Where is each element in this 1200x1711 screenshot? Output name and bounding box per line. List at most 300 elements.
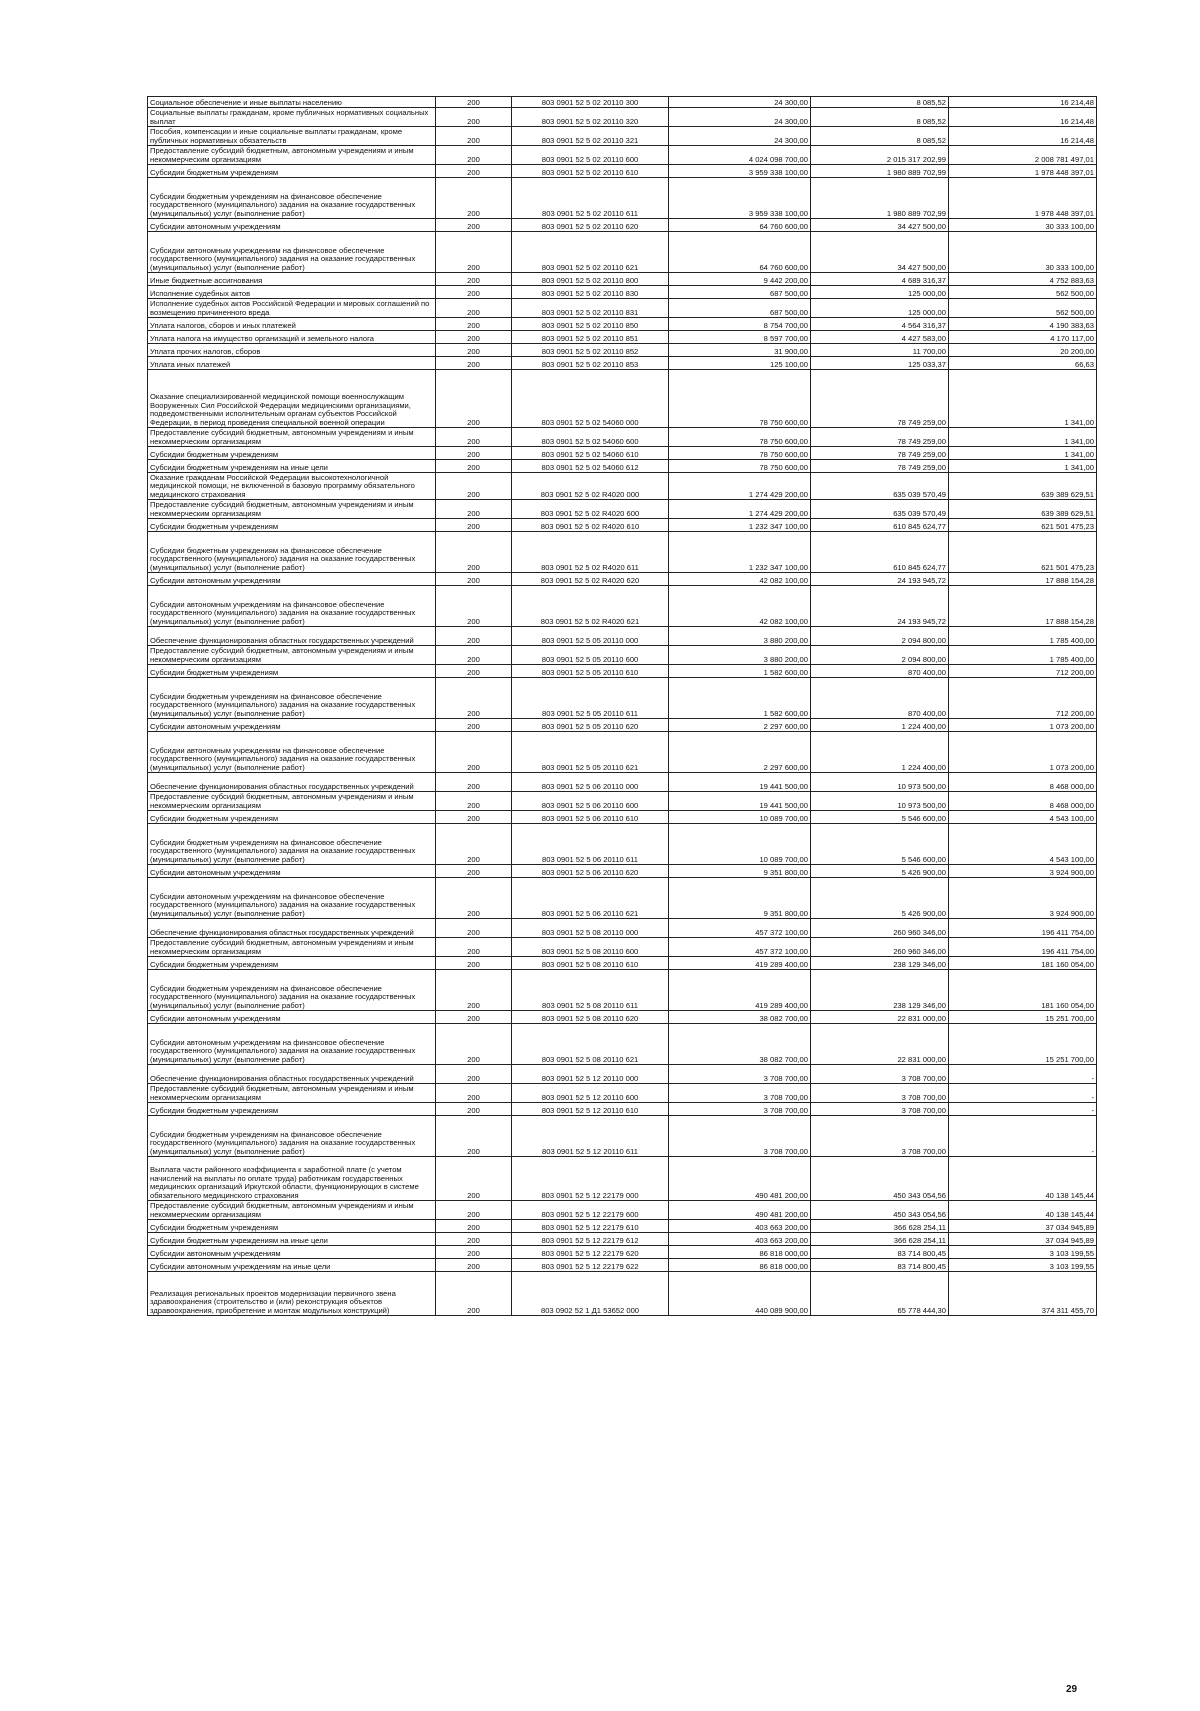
cell-rest: 4 190 383,63: [949, 318, 1097, 331]
cell-plan: 19 441 500,00: [669, 773, 811, 792]
cell-exec: 78 749 259,00: [811, 447, 949, 460]
cell-plan: 24 300,00: [669, 97, 811, 108]
table-row: [148, 447, 1097, 460]
cell-rest: 181 160 054,00: [949, 970, 1097, 1011]
cell-plan: 3 959 338 100,00: [669, 165, 811, 178]
cell-rest: 15 251 700,00: [949, 1011, 1097, 1024]
cell-name: Обеспечение функционирования областных государственных учреждений: [148, 627, 436, 646]
cell-code: 200: [436, 97, 512, 108]
table-row: [148, 865, 1097, 878]
cell-kbk: 803 0901 52 5 02 R4020 621: [512, 586, 669, 627]
cell-plan: 3 708 700,00: [669, 1116, 811, 1157]
cell-rest: 639 389 629,51: [949, 500, 1097, 519]
table-row: [148, 532, 1097, 573]
cell-plan: 86 818 000,00: [669, 1246, 811, 1259]
cell-name: Субсидии бюджетным учреждениям: [148, 957, 436, 970]
cell-rest: 4 543 100,00: [949, 811, 1097, 824]
cell-kbk: 803 0901 52 5 02 R4020 611: [512, 532, 669, 573]
cell-exec: 260 960 346,00: [811, 919, 949, 938]
cell-exec: 78 749 259,00: [811, 370, 949, 428]
cell-rest: 562 500,00: [949, 286, 1097, 299]
cell-rest: 1 073 200,00: [949, 719, 1097, 732]
cell-code: 200: [436, 919, 512, 938]
cell-kbk: 803 0901 52 5 06 20110 611: [512, 824, 669, 865]
cell-exec: 450 343 054,56: [811, 1201, 949, 1220]
cell-name: Субсидии бюджетным учреждениям на финансовое обеспечение государственного (муниципального) задания на оказание государственных (муниципальных) услуг (выполнение работ): [148, 178, 436, 219]
table-row: [148, 665, 1097, 678]
cell-exec: 65 778 444,30: [811, 1272, 949, 1316]
cell-plan: 3 880 200,00: [669, 646, 811, 665]
cell-kbk: 803 0901 52 5 02 20110 830: [512, 286, 669, 299]
cell-name: Уплата налога на имущество организаций и земельного налога: [148, 331, 436, 344]
cell-plan: 2 297 600,00: [669, 719, 811, 732]
cell-kbk: 803 0901 52 5 08 20110 620: [512, 1011, 669, 1024]
table-row: [148, 1011, 1097, 1024]
cell-code: 200: [436, 178, 512, 219]
table-row: [148, 299, 1097, 318]
cell-name: Предоставление субсидий бюджетным, автономным учреждениям и иным некоммерческим организациям: [148, 500, 436, 519]
cell-rest: 1 978 448 397,01: [949, 165, 1097, 178]
cell-name: Социальное обеспечение и иные выплаты населению: [148, 97, 436, 108]
table-row: [148, 824, 1097, 865]
cell-code: 200: [436, 127, 512, 146]
cell-rest: 15 251 700,00: [949, 1024, 1097, 1065]
table-row: [148, 732, 1097, 773]
table-row: [148, 108, 1097, 127]
table-row: [148, 219, 1097, 232]
cell-code: 200: [436, 627, 512, 646]
cell-name: Иные бюджетные ассигнования: [148, 273, 436, 286]
cell-exec: 3 708 700,00: [811, 1116, 949, 1157]
cell-code: 200: [436, 500, 512, 519]
cell-kbk: 803 0901 52 5 05 20110 621: [512, 732, 669, 773]
cell-kbk: 803 0901 52 5 12 22179 000: [512, 1157, 669, 1201]
cell-name: Субсидии бюджетным учреждениям: [148, 519, 436, 532]
table-row: [148, 232, 1097, 273]
cell-exec: 1 224 400,00: [811, 719, 949, 732]
table-row: [148, 318, 1097, 331]
cell-kbk: 803 0901 52 5 05 20110 600: [512, 646, 669, 665]
cell-plan: 19 441 500,00: [669, 792, 811, 811]
cell-rest: -: [949, 1065, 1097, 1084]
budget-table-sheet: [147, 96, 1096, 1316]
cell-exec: 2 094 800,00: [811, 627, 949, 646]
cell-rest: 1 785 400,00: [949, 646, 1097, 665]
cell-kbk: 803 0901 52 5 02 20110 850: [512, 318, 669, 331]
cell-kbk: 803 0901 52 5 02 54060 000: [512, 370, 669, 428]
cell-code: 200: [436, 811, 512, 824]
cell-kbk: 803 0901 52 5 08 20110 621: [512, 1024, 669, 1065]
table-row: [148, 286, 1097, 299]
cell-plan: 86 818 000,00: [669, 1259, 811, 1272]
cell-kbk: 803 0901 52 5 08 20110 611: [512, 970, 669, 1011]
table-row: [148, 178, 1097, 219]
cell-code: 200: [436, 970, 512, 1011]
cell-exec: 1 980 889 702,99: [811, 165, 949, 178]
cell-rest: 621 501 475,23: [949, 519, 1097, 532]
cell-plan: 490 481 200,00: [669, 1157, 811, 1201]
cell-kbk: 803 0901 52 5 02 54060 612: [512, 460, 669, 473]
cell-plan: 457 372 100,00: [669, 938, 811, 957]
table-row: [148, 473, 1097, 500]
cell-plan: 403 663 200,00: [669, 1220, 811, 1233]
cell-code: 200: [436, 1084, 512, 1103]
cell-kbk: 803 0901 52 5 12 22179 612: [512, 1233, 669, 1246]
cell-code: 200: [436, 1272, 512, 1316]
cell-plan: 419 289 400,00: [669, 957, 811, 970]
table-row: [148, 1116, 1097, 1157]
cell-exec: 238 129 346,00: [811, 957, 949, 970]
cell-plan: 1 582 600,00: [669, 678, 811, 719]
table-row: [148, 1201, 1097, 1220]
cell-code: 200: [436, 773, 512, 792]
page-number: 29: [1066, 1684, 1078, 1695]
cell-rest: 8 468 000,00: [949, 792, 1097, 811]
cell-kbk: 803 0901 52 5 02 20110 611: [512, 178, 669, 219]
cell-code: 200: [436, 1220, 512, 1233]
cell-kbk: 803 0901 52 5 05 20110 611: [512, 678, 669, 719]
cell-name: Субсидии бюджетным учреждениям на финансовое обеспечение государственного (муниципального) задания на оказание государственных (муниципальных) услуг (выполнение работ): [148, 824, 436, 865]
cell-exec: 5 546 600,00: [811, 811, 949, 824]
cell-name: Субсидии бюджетным учреждениям: [148, 1220, 436, 1233]
cell-plan: 78 750 600,00: [669, 428, 811, 447]
cell-exec: 78 749 259,00: [811, 428, 949, 447]
cell-exec: 2 094 800,00: [811, 646, 949, 665]
cell-code: 200: [436, 286, 512, 299]
cell-code: 200: [436, 108, 512, 127]
cell-code: 200: [436, 1259, 512, 1272]
cell-code: 200: [436, 219, 512, 232]
cell-exec: 8 085,52: [811, 97, 949, 108]
cell-plan: 38 082 700,00: [669, 1011, 811, 1024]
cell-name: Обеспечение функционирования областных государственных учреждений: [148, 919, 436, 938]
cell-kbk: 803 0901 52 5 12 20110 611: [512, 1116, 669, 1157]
cell-kbk: 803 0901 52 5 02 20110 600: [512, 146, 669, 165]
cell-plan: 3 708 700,00: [669, 1103, 811, 1116]
cell-kbk: 803 0901 52 5 02 R4020 610: [512, 519, 669, 532]
cell-kbk: 803 0901 52 5 06 20110 621: [512, 878, 669, 919]
cell-name: Исполнение судебных актов: [148, 286, 436, 299]
table-row: [148, 1259, 1097, 1272]
table-row: [148, 811, 1097, 824]
table-row: [148, 146, 1097, 165]
cell-plan: 78 750 600,00: [669, 460, 811, 473]
cell-kbk: 803 0901 52 5 12 22179 622: [512, 1259, 669, 1272]
cell-rest: 37 034 945,89: [949, 1233, 1097, 1246]
cell-name: Предоставление субсидий бюджетным, автономным учреждениям и иным некоммерческим организациям: [148, 1084, 436, 1103]
cell-plan: 10 089 700,00: [669, 824, 811, 865]
table-row: [148, 519, 1097, 532]
cell-code: 200: [436, 1011, 512, 1024]
cell-kbk: 803 0901 52 5 08 20110 600: [512, 938, 669, 957]
cell-code: 200: [436, 460, 512, 473]
cell-code: 200: [436, 1103, 512, 1116]
cell-name: Обеспечение функционирования областных государственных учреждений: [148, 1065, 436, 1084]
table-row: [148, 627, 1097, 646]
cell-name: Обеспечение функционирования областных государственных учреждений: [148, 773, 436, 792]
cell-exec: 125 000,00: [811, 299, 949, 318]
table-row: [148, 344, 1097, 357]
cell-name: Субсидии автономным учреждениям: [148, 1246, 436, 1259]
cell-name: Субсидии автономным учреждениям на иные цели: [148, 1259, 436, 1272]
cell-rest: 4 752 883,63: [949, 273, 1097, 286]
cell-code: 200: [436, 532, 512, 573]
cell-name: Оказание специализированной медицинской помощи военнослужащим Вооруженных Сил Российской Федерации медицинскими организациями, подведомственными исполнительным органам субъектов Российской Федерации, в период проведения специальной военной операции: [148, 370, 436, 428]
cell-name: Предоставление субсидий бюджетным, автономным учреждениям и иным некоммерческим организациям: [148, 792, 436, 811]
cell-name: Предоставление субсидий бюджетным, автономным учреждениям и иным некоммерческим организациям: [148, 938, 436, 957]
cell-code: 200: [436, 865, 512, 878]
cell-name: Субсидии автономным учреждениям: [148, 219, 436, 232]
table-row: [148, 331, 1097, 344]
cell-name: Субсидии бюджетным учреждениям: [148, 1103, 436, 1116]
cell-code: 200: [436, 519, 512, 532]
cell-kbk: 803 0901 52 5 02 54060 610: [512, 447, 669, 460]
cell-code: 200: [436, 447, 512, 460]
cell-name: Предоставление субсидий бюджетным, автономным учреждениям и иным некоммерческим организациям: [148, 646, 436, 665]
cell-exec: 4 689 316,37: [811, 273, 949, 286]
cell-rest: 562 500,00: [949, 299, 1097, 318]
cell-code: 200: [436, 299, 512, 318]
cell-code: 200: [436, 428, 512, 447]
cell-code: 200: [436, 165, 512, 178]
cell-code: 200: [436, 1024, 512, 1065]
cell-name: Субсидии бюджетным учреждениям на финансовое обеспечение государственного (муниципального) задания на оказание государственных (муниципальных) услуг (выполнение работ): [148, 1116, 436, 1157]
cell-exec: 4 427 583,00: [811, 331, 949, 344]
cell-kbk: 803 0901 52 5 12 20110 000: [512, 1065, 669, 1084]
cell-exec: 870 400,00: [811, 678, 949, 719]
cell-code: 200: [436, 938, 512, 957]
cell-name: Субсидии бюджетным учреждениям на иные цели: [148, 1233, 436, 1246]
cell-rest: 621 501 475,23: [949, 532, 1097, 573]
table-row: [148, 573, 1097, 586]
cell-name: Уплата прочих налогов, сборов: [148, 344, 436, 357]
cell-code: 200: [436, 732, 512, 773]
cell-plan: 24 300,00: [669, 108, 811, 127]
cell-kbk: 803 0901 52 5 06 20110 620: [512, 865, 669, 878]
cell-name: Субсидии автономным учреждениям на финансовое обеспечение государственного (муниципального) задания на оказание государственных (муниципальных) услуг (выполнение работ): [148, 732, 436, 773]
cell-exec: 1 980 889 702,99: [811, 178, 949, 219]
cell-rest: 3 103 199,55: [949, 1259, 1097, 1272]
cell-name: Субсидии автономным учреждениям на финансовое обеспечение государственного (муниципального) задания на оказание государственных (муниципальных) услуг (выполнение работ): [148, 878, 436, 919]
table-row: [148, 878, 1097, 919]
table-row: [148, 1272, 1097, 1316]
cell-exec: 78 749 259,00: [811, 460, 949, 473]
table-row: [148, 938, 1097, 957]
table-row: [148, 357, 1097, 370]
cell-plan: 9 351 800,00: [669, 865, 811, 878]
cell-exec: 22 831 000,00: [811, 1011, 949, 1024]
cell-name: Субсидии бюджетным учреждениям: [148, 165, 436, 178]
cell-rest: 4 170 117,00: [949, 331, 1097, 344]
cell-code: 200: [436, 318, 512, 331]
cell-rest: -: [949, 1103, 1097, 1116]
cell-plan: 42 082 100,00: [669, 586, 811, 627]
cell-kbk: 803 0901 52 5 06 20110 000: [512, 773, 669, 792]
cell-name: Субсидии автономным учреждениям: [148, 719, 436, 732]
cell-plan: 3 880 200,00: [669, 627, 811, 646]
cell-kbk: 803 0901 52 5 12 22179 620: [512, 1246, 669, 1259]
cell-rest: 40 138 145,44: [949, 1201, 1097, 1220]
cell-rest: 196 411 754,00: [949, 938, 1097, 957]
table-row: [148, 428, 1097, 447]
cell-code: 200: [436, 1246, 512, 1259]
cell-code: 200: [436, 344, 512, 357]
cell-code: 200: [436, 878, 512, 919]
table-row: [148, 1157, 1097, 1201]
cell-rest: 1 341,00: [949, 460, 1097, 473]
table-row: [148, 678, 1097, 719]
cell-exec: 870 400,00: [811, 665, 949, 678]
cell-kbk: 803 0901 52 5 02 20110 621: [512, 232, 669, 273]
cell-plan: 440 089 900,00: [669, 1272, 811, 1316]
cell-exec: 83 714 800,45: [811, 1246, 949, 1259]
cell-exec: 610 845 624,77: [811, 532, 949, 573]
cell-exec: 366 628 254,11: [811, 1220, 949, 1233]
cell-name: Предоставление субсидий бюджетным, автономным учреждениям и иным некоммерческим организациям: [148, 1201, 436, 1220]
cell-name: Субсидии бюджетным учреждениям: [148, 811, 436, 824]
cell-exec: 24 193 945,72: [811, 573, 949, 586]
table-row: [148, 1220, 1097, 1233]
cell-code: 200: [436, 792, 512, 811]
cell-exec: 5 426 900,00: [811, 878, 949, 919]
cell-name: Субсидии бюджетным учреждениям на финансовое обеспечение государственного (муниципального) задания на оказание государственных (муниципальных) услуг (выполнение работ): [148, 532, 436, 573]
cell-name: Выплата части районного коэффициента к заработной плате (с учетом начислений на выплаты по оплате труда) работникам государственных медицинских организаций Иркутской области, функционирующих в системе обязательного медицинского страхования: [148, 1157, 436, 1201]
cell-name: Исполнение судебных актов Российской Федерации и мировых соглашений по возмещению причиненного вреда: [148, 299, 436, 318]
table-row: [148, 646, 1097, 665]
cell-code: 200: [436, 573, 512, 586]
cell-name: Уплата налогов, сборов и иных платежей: [148, 318, 436, 331]
table-body: [148, 97, 1097, 1316]
cell-kbk: 803 0901 52 5 05 20110 620: [512, 719, 669, 732]
table-row: [148, 957, 1097, 970]
cell-name: Субсидии бюджетным учреждениям: [148, 447, 436, 460]
cell-rest: 8 468 000,00: [949, 773, 1097, 792]
cell-code: 200: [436, 646, 512, 665]
cell-rest: 639 389 629,51: [949, 473, 1097, 500]
cell-rest: 1 073 200,00: [949, 732, 1097, 773]
cell-name: Уплата иных платежей: [148, 357, 436, 370]
cell-exec: 450 343 054,56: [811, 1157, 949, 1201]
table-row: [148, 97, 1097, 108]
cell-exec: 24 193 945,72: [811, 586, 949, 627]
cell-exec: 610 845 624,77: [811, 519, 949, 532]
cell-exec: 260 960 346,00: [811, 938, 949, 957]
cell-kbk: 803 0901 52 5 08 20110 000: [512, 919, 669, 938]
cell-name: Предоставление субсидий бюджетным, автономным учреждениям и иным некоммерческим организациям: [148, 146, 436, 165]
cell-code: 200: [436, 957, 512, 970]
cell-name: Субсидии автономным учреждениям: [148, 865, 436, 878]
cell-exec: 635 039 570,49: [811, 473, 949, 500]
cell-exec: 34 427 500,00: [811, 232, 949, 273]
cell-rest: 712 200,00: [949, 678, 1097, 719]
cell-exec: 5 546 600,00: [811, 824, 949, 865]
cell-plan: 687 500,00: [669, 299, 811, 318]
cell-rest: 712 200,00: [949, 665, 1097, 678]
cell-code: 200: [436, 824, 512, 865]
cell-plan: 457 372 100,00: [669, 919, 811, 938]
cell-rest: 30 333 100,00: [949, 219, 1097, 232]
cell-exec: 1 224 400,00: [811, 732, 949, 773]
cell-plan: 78 750 600,00: [669, 447, 811, 460]
table-row: [148, 1246, 1097, 1259]
cell-code: 200: [436, 1157, 512, 1201]
table-row: [148, 165, 1097, 178]
cell-rest: 3 924 900,00: [949, 865, 1097, 878]
cell-name: Субсидии бюджетным учреждениям на финансовое обеспечение государственного (муниципального) задания на оказание государственных (муниципальных) услуг (выполнение работ): [148, 678, 436, 719]
cell-kbk: 803 0901 52 5 02 20110 300: [512, 97, 669, 108]
cell-plan: 24 300,00: [669, 127, 811, 146]
cell-plan: 9 442 200,00: [669, 273, 811, 286]
cell-rest: 30 333 100,00: [949, 232, 1097, 273]
cell-kbk: 803 0901 52 5 06 20110 610: [512, 811, 669, 824]
cell-name: Оказание гражданам Российской Федерации высокотехнологичной медицинской помощи, не включенной в базовую программу обязательного медицинского страхования: [148, 473, 436, 500]
cell-plan: 42 082 100,00: [669, 573, 811, 586]
table-row: [148, 1084, 1097, 1103]
cell-kbk: 803 0901 52 5 06 20110 600: [512, 792, 669, 811]
cell-code: 200: [436, 357, 512, 370]
cell-name: Субсидии автономным учреждениям на финансовое обеспечение государственного (муниципального) задания на оказание государственных (муниципальных) услуг (выполнение работ): [148, 1024, 436, 1065]
cell-name: Пособия, компенсации и иные социальные выплаты гражданам, кроме публичных нормативных обязательств: [148, 127, 436, 146]
cell-plan: 687 500,00: [669, 286, 811, 299]
table-row: [148, 792, 1097, 811]
cell-plan: 4 024 098 700,00: [669, 146, 811, 165]
cell-rest: 37 034 945,89: [949, 1220, 1097, 1233]
cell-rest: 16 214,48: [949, 127, 1097, 146]
table-row: [148, 1103, 1097, 1116]
cell-name: Субсидии бюджетным учреждениям на финансовое обеспечение государственного (муниципального) задания на оказание государственных (муниципальных) услуг (выполнение работ): [148, 970, 436, 1011]
cell-code: 200: [436, 1233, 512, 1246]
cell-kbk: 803 0901 52 5 05 20110 000: [512, 627, 669, 646]
cell-plan: 8 597 700,00: [669, 331, 811, 344]
table-row: [148, 970, 1097, 1011]
cell-rest: 1 341,00: [949, 428, 1097, 447]
cell-rest: 16 214,48: [949, 97, 1097, 108]
cell-rest: 1 341,00: [949, 370, 1097, 428]
cell-kbk: 803 0901 52 5 05 20110 610: [512, 665, 669, 678]
table-row: [148, 273, 1097, 286]
cell-plan: 3 959 338 100,00: [669, 178, 811, 219]
cell-exec: 8 085,52: [811, 108, 949, 127]
cell-rest: 2 008 781 497,01: [949, 146, 1097, 165]
cell-plan: 1 274 429 200,00: [669, 500, 811, 519]
cell-rest: 1 341,00: [949, 447, 1097, 460]
cell-kbk: 803 0901 52 5 02 R4020 620: [512, 573, 669, 586]
cell-kbk: 803 0901 52 5 02 20110 831: [512, 299, 669, 318]
cell-rest: 181 160 054,00: [949, 957, 1097, 970]
cell-kbk: 803 0901 52 5 02 20110 852: [512, 344, 669, 357]
cell-code: 200: [436, 473, 512, 500]
cell-rest: 374 311 455,70: [949, 1272, 1097, 1316]
cell-plan: 8 754 700,00: [669, 318, 811, 331]
cell-exec: 10 973 500,00: [811, 792, 949, 811]
table-row: [148, 586, 1097, 627]
cell-rest: 1 785 400,00: [949, 627, 1097, 646]
cell-code: 200: [436, 273, 512, 286]
cell-plan: 3 708 700,00: [669, 1084, 811, 1103]
cell-code: 200: [436, 331, 512, 344]
cell-name: Социальные выплаты гражданам, кроме публичных нормативных социальных выплат: [148, 108, 436, 127]
cell-plan: 403 663 200,00: [669, 1233, 811, 1246]
cell-exec: 8 085,52: [811, 127, 949, 146]
cell-code: 200: [436, 1116, 512, 1157]
cell-plan: 490 481 200,00: [669, 1201, 811, 1220]
cell-exec: 5 426 900,00: [811, 865, 949, 878]
cell-plan: 31 900,00: [669, 344, 811, 357]
cell-code: 200: [436, 678, 512, 719]
table-row: [148, 773, 1097, 792]
cell-name: Субсидии бюджетным учреждениям на иные цели: [148, 460, 436, 473]
cell-rest: 17 888 154,28: [949, 586, 1097, 627]
